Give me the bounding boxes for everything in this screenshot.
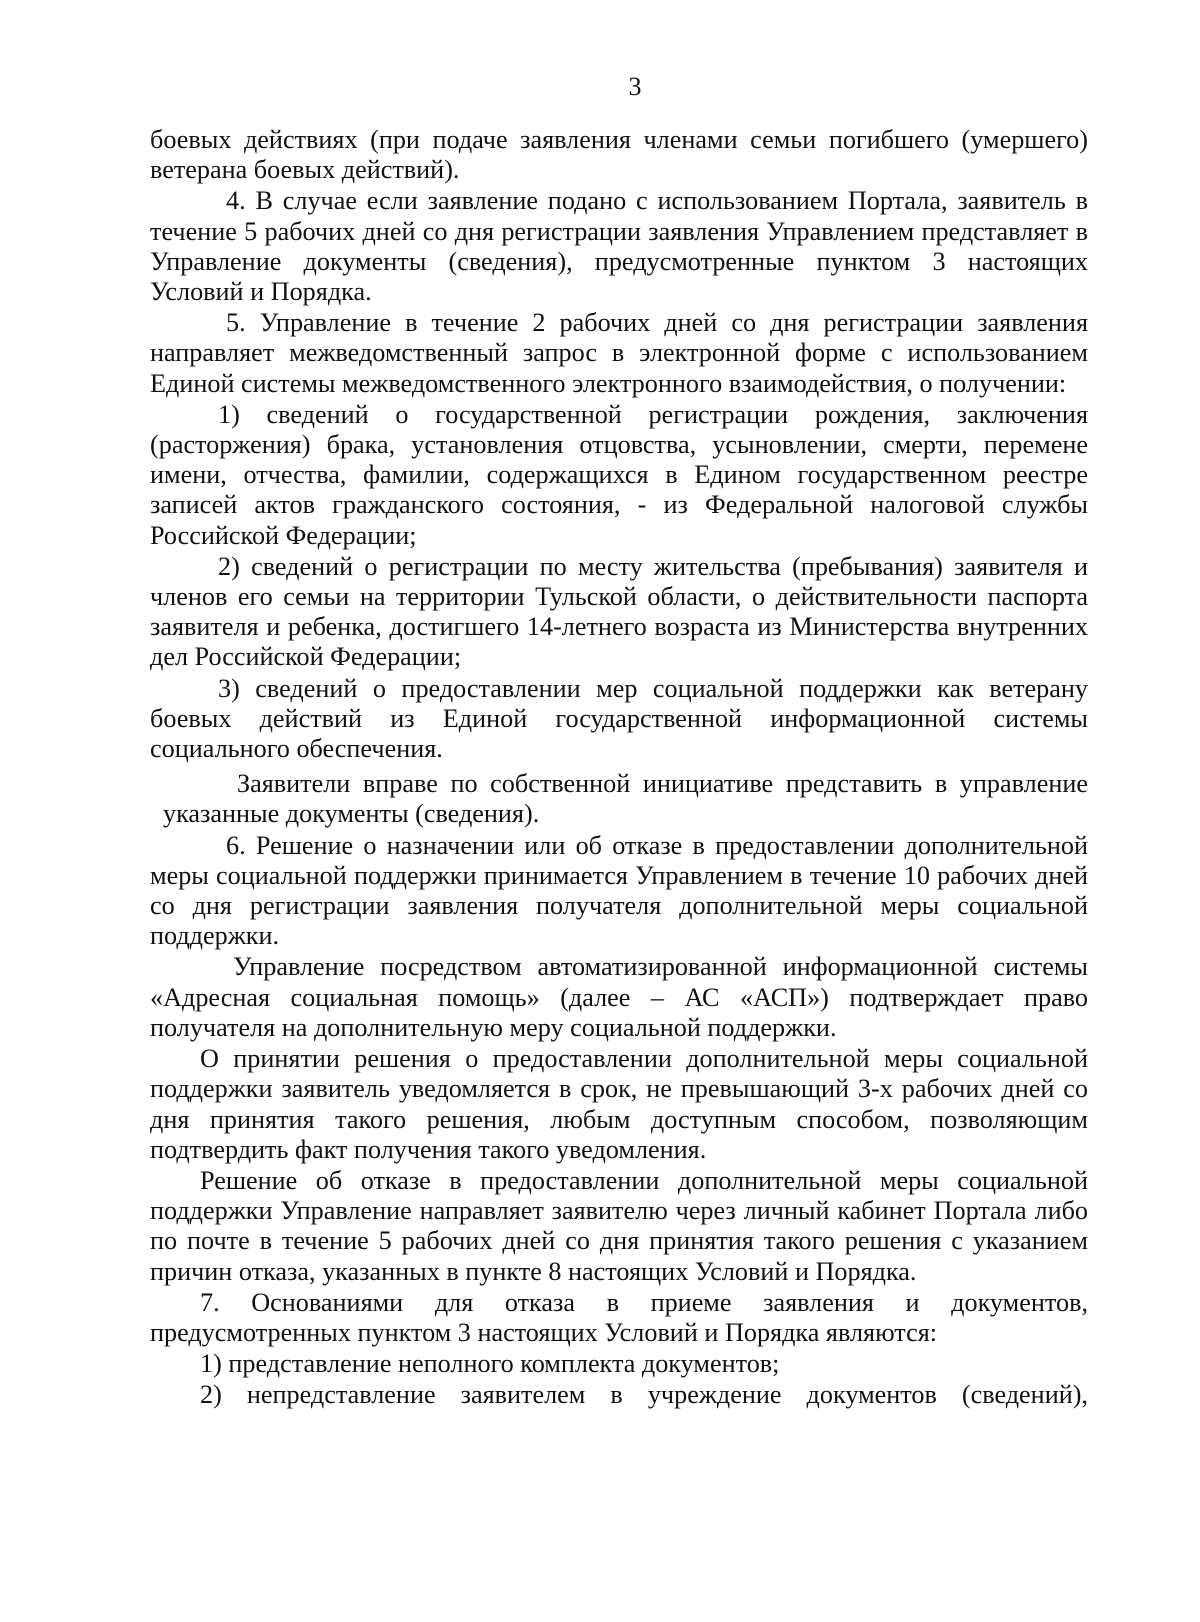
paragraph-item-6: 6. Решение о назначении или об отказе в предоставлении дополнительной меры социальной поддержки принимается Управлением в течение 10 рабочих дней со дня регистрации заявления получателя дополнительной меры социальной поддержки. — [150, 830, 1088, 951]
paragraph-item-4: 4. В случае если заявление подано с использованием Портала, заявитель в течение 5 рабочих дней со дня регистрации заявления Управлением представляет в Управление документы (сведения), предусмотренные пунктом 3 настоящих Условий и Порядка. — [150, 186, 1088, 307]
subitem-5-1: 1) сведений о государственной регистрации рождения, заключения (расторжения) брака, установления отцовства, усыновлении, смерти, перемене имени, отчества, фамилии, содержащихся в Едином государственном реестре записей актов гражданского состояния, - из Федеральной налоговой службы Российской Федерации; — [150, 399, 1088, 550]
paragraph-decision-notice: О принятии решения о предоставлении дополнительной меры социальной поддержки заявитель уведомляется в срок, не превышающий 3-х рабочих дней со дня принятия такого решения, любым доступным способом, позволяющим подтвердить факт получения такого уведомления. — [150, 1044, 1088, 1164]
paragraph-continuation: боевых действиях (при подаче заявления членами семьи погибшего (умершего) ветерана боевых действий). — [150, 125, 1088, 185]
subitem-7-2: 2) непредставление заявителем в учреждение документов (сведений), — [200, 1380, 1088, 1410]
paragraph-refusal-decision: Решение об отказе в предоставлении дополнительной меры социальной поддержки Управление направляет заявителю через личный кабинет Портала либо по почте в течение 5 рабочих дней со дня принятия такого решения с указанием причин отказа, указанных в пункте 8 настоящих Условий и Порядка. — [150, 1165, 1088, 1286]
subitem-7-1: 1) представление неполного комплекта документов; — [200, 1349, 780, 1379]
paragraph-asp-confirmation: Управление посредством автоматизированной информационной системы «Адресная социальная помощь» (далее – АС «АСП») подтверждает право получателя на дополнительную меру социальной поддержки. — [150, 952, 1088, 1042]
subitem-5-2: 2) сведений о регистрации по месту жительства (пребывания) заявителя и членов его семьи на территории Тульской области, о действительности паспорта заявителя и ребенка, достигшего 14-летнего возраста из Министерства внутренних дел Российской Федерации; — [150, 551, 1088, 672]
paragraph-item-5: 5. Управление в течение 2 рабочих дней со дня регистрации заявления направляет межведомственный запрос в электронной форме с использованием Единой системы межведомственного электронного взаимодействия, о получении: — [150, 308, 1088, 398]
paragraph-applicants-right: Заявители вправе по собственной инициативе представить в управление указанные документы (сведения). — [163, 769, 1088, 829]
page-number: 3 — [628, 72, 642, 101]
subitem-5-3: 3) сведений о предоставлении мер социальной поддержки как ветерану боевых действий из Единой государственной информационной системы социального обеспечения. — [150, 673, 1088, 764]
paragraph-item-7: 7. Основаниями для отказа в приеме заявления и документов, предусмотренных пунктом 3 настоящих Условий и Порядка являются: — [150, 1287, 1088, 1347]
document-body — [150, 125, 1088, 1411]
